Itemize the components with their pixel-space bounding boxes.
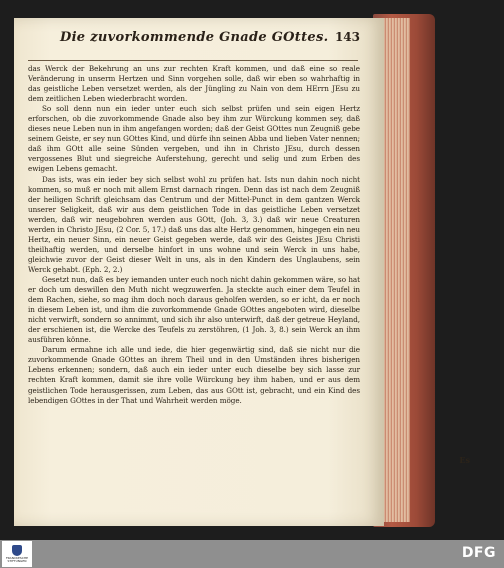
paragraph: Das ists, was ein ieder bey sich selbst wohl zu prüfen hat. Ists nun dahin noch nicht kommen, so muß er noch mit allem Ernst darnach ringen. Denn das ist nach dem Zeugniß der heiligen Schrift gleichsam das Centrum und der Mittel-Punct in dem gantzen Werck unserer Seligkeit, daß wir aus dem geistlichen Tode in das geistliche Leben versetzet werden, daß wir neugebohren werden aus GOtt, (Joh. 3, 3.) daß wir neue Creaturen werden in Christo JEsu, (2 Cor. 5, 17.) daß uns das alte Hertz genommen, hingegen ein neu Hertz, ein neuer Sinn, ein neuer Geist gegeben werde, daß wir des Geistes JEsu Christi theilhaftig werden, und derselbe hinfort in uns wohne und sein Werck in uns habe, gleichwie zuvor der Geist dieser Welt in uns, als in den Kindern des Unglaubens, sein Werck gehabt. (Eph. 2, 2.)	[28, 174, 360, 274]
paragraph: Darum ermahne ich alle und iede, die hier gegenwärtig sind, daß sie nicht nur die zuvorkommende Gnade GOttes an ihrem Theil und in den Umständen ihres bisherigen Lebens erkennen; sondern, daß auch ein ieder unter euch dieselbe bey sich lasse zur rechten Kraft kommen, damit sie ihre volle Würckung bey ihm haben, und er aus dem geistlichen Tode herausgerissen, zum Leben, das aus GOtt ist, gebracht, und ein Kind des lebendigen GOttes in der That und Wahrheit werden möge.	[28, 345, 360, 405]
library-logo-text: FRANCKESCHE STIFTUNGEN	[5, 555, 29, 563]
library-logo[interactable]	[2, 541, 32, 567]
dfg-logo[interactable]: DFG	[461, 545, 496, 561]
crest-icon	[12, 545, 22, 556]
page-number: 143	[334, 30, 360, 44]
catchword: Es	[459, 455, 470, 465]
paragraph: das Werck der Bekehrung an uns zur rechten Kraft kommen, und daß eine so reale Veränderung in unserm Hertzen und Sinn vorgehen solle, daß wir eben so wahrhaftig in das geistliche Leben versetzet werden, als der Jüngling zu Nain von dem HErrn JEsu zu dem zeitlichen Leben wiederbracht worden.	[28, 64, 360, 104]
body-text	[28, 64, 360, 406]
header-rule	[28, 60, 358, 61]
page-header	[60, 30, 360, 52]
viewer-footer-bar	[0, 540, 504, 568]
paragraph: So soll denn nun ein ieder unter euch sich selbst prüfen und sein eigen Hertz erforschen, ob die zuvorkommende Gnade also bey ihm zur Würckung kommen sey, daß dieses neue Leben nun in ihm angefangen worden; daß der Geist GOttes nun Zeugniß gebe seinem Geiste, er sey nun GOttes Kind, und dürfe ihn seinen Abba und lieben Vater nennen; daß ihm GOtt alle seine Sünden vergeben, und ihn in Christo JEsu, durch dessen vergossenes Blut und siegreiche Auferstehung, gerecht und selig und zum Erben des ewigen Lebens gemacht.	[28, 104, 360, 174]
paragraph: Gesetzt nun, daß es bey iemanden unter euch noch nicht dahin gekommen wäre, so hat er doch um deswillen den Muth nicht wegzuwerfen. Ja steckte auch einer dem Teufel in dem Rachen, siehe, so mag ihm doch noch daraus geholfen werden, so er icht, da er noch in diesem Leben ist, und ihm die zuvorkommende Gnade GOttes angeboten wird, dieselbe nicht verwirft, sondern so annimmt, und sich ihr also unterwirft, daß der getreue Heyland, der erschienen ist, die Wercke des Teufels zu zerstöhren, (1 Joh. 3, 8.) sein Werck an ihm ausführen könne.	[28, 274, 360, 345]
running-head: Die zuvorkommende Gnade GOttes.	[60, 30, 329, 45]
page-edges	[380, 18, 410, 522]
